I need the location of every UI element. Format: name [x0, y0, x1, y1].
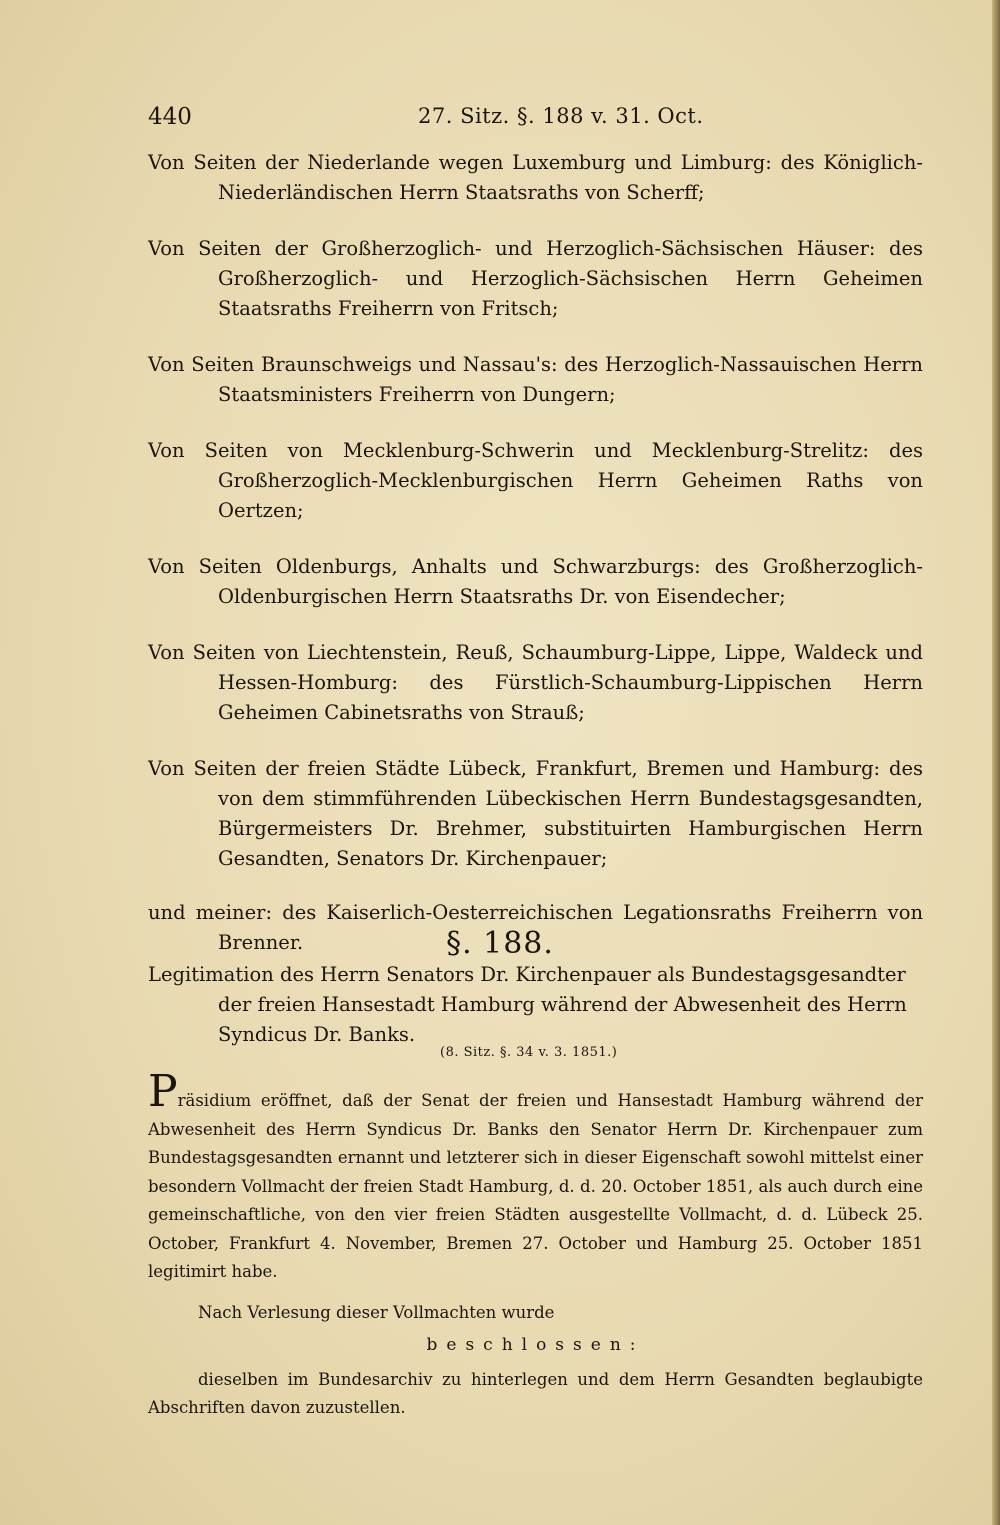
- section-body: [148, 1066, 923, 1423]
- page-header: [148, 104, 920, 138]
- delegate-entry: Von Seiten Oldenburgs, Anhalts und Schwarzburgs: des Großherzoglich-Oldenburgischen Herrn Staatsraths Dr. von Eisendecher;: [148, 555, 923, 608]
- section-reference: (8. Sitz. §. 34 v. 3. 1851.): [440, 1045, 618, 1060]
- page-edge: [992, 0, 1000, 1525]
- page-number: 440: [148, 104, 192, 130]
- resolution-heading: beschlossen:: [426, 1335, 645, 1355]
- section-number: §. 188.: [446, 926, 554, 961]
- delegate-entry: und meiner: des Kaiserlich-Oesterreichischen Legationsraths Freiherrn von Brenner.: [148, 901, 923, 954]
- delegate-entry: Von Seiten der freien Städte Lübeck, Frankfurt, Bremen und Hamburg: des von dem stimmführenden Lübeckischen Herrn Bundestagsgesandten, Bürgermeisters Dr. Brehmer, substituirten Hamburgischen Herrn Gesandten, Senators Dr. Kirchenpauer;: [148, 757, 923, 870]
- section-title: Legitimation des Herrn Senators Dr. Kirchenpauer als Bundestagsgesandter der freien Hansestadt Hamburg während der Abwesenheit des Herrn Syndicus Dr. Banks.: [148, 963, 907, 1046]
- body-paragraph: dieselben im Bundesarchiv zu hinterlegen und dem Herrn Gesandten beglaubigte Abschriften davon zuzustellen.: [148, 1369, 923, 1417]
- delegate-entry: Von Seiten Braunschweigs und Nassau's: des Herzoglich-Nassauischen Herrn Staatsministers Freiherrn von Dungern;: [148, 353, 923, 406]
- body-paragraph: Nach Verlesung dieser Vollmachten wurde: [198, 1302, 555, 1322]
- delegate-entry: Von Seiten von Mecklenburg-Schwerin und Mecklenburg-Strelitz: des Großherzoglich-Mecklenburgischen Herrn Geheimen Raths von Oertzen;: [148, 439, 923, 522]
- delegate-entry: Von Seiten der Niederlande wegen Luxemburg und Limburg: des Königlich-Niederländischen Herrn Staatsraths von Scherff;: [148, 151, 923, 204]
- running-title: 27. Sitz. §. 188 v. 31. Oct.: [418, 104, 704, 128]
- body-paragraph: Präsidium eröffnet, daß der Senat der freien und Hansestadt Hamburg während der Abwesenheit des Herrn Syndicus Dr. Banks den Senator Herrn Dr. Kirchenpauer zum Bundestagsgesandten ernannt und letzterer sich in dieser Eigenschaft sowohl mittelst einer besondern Vollmacht der freien Stadt Hamburg, d. d. 20. October 1851, als auch durch eine gemeinschaftliche, von den vier freien Städten ausgestellte Vollmacht, d. d. Lübeck 25. October, Frankfurt 4. November, Bremen 27. October und Hamburg 25. October 1851 legitimirt habe.: [148, 1066, 923, 1281]
- delegate-entry: Von Seiten von Liechtenstein, Reuß, Schaumburg-Lippe, Lippe, Waldeck und Hessen-Homburg: des Fürstlich-Schaumburg-Lippischen Herrn Geheimen Cabinetsraths von Strauß;: [148, 641, 923, 724]
- delegate-list: [148, 148, 923, 984]
- delegate-entry: Von Seiten der Großherzoglich- und Herzoglich-Sächsischen Häuser: des Großherzoglich- und Herzoglich-Sächsischen Herrn Geheimen Staatsraths Freiherrn von Fritsch;: [148, 237, 923, 320]
